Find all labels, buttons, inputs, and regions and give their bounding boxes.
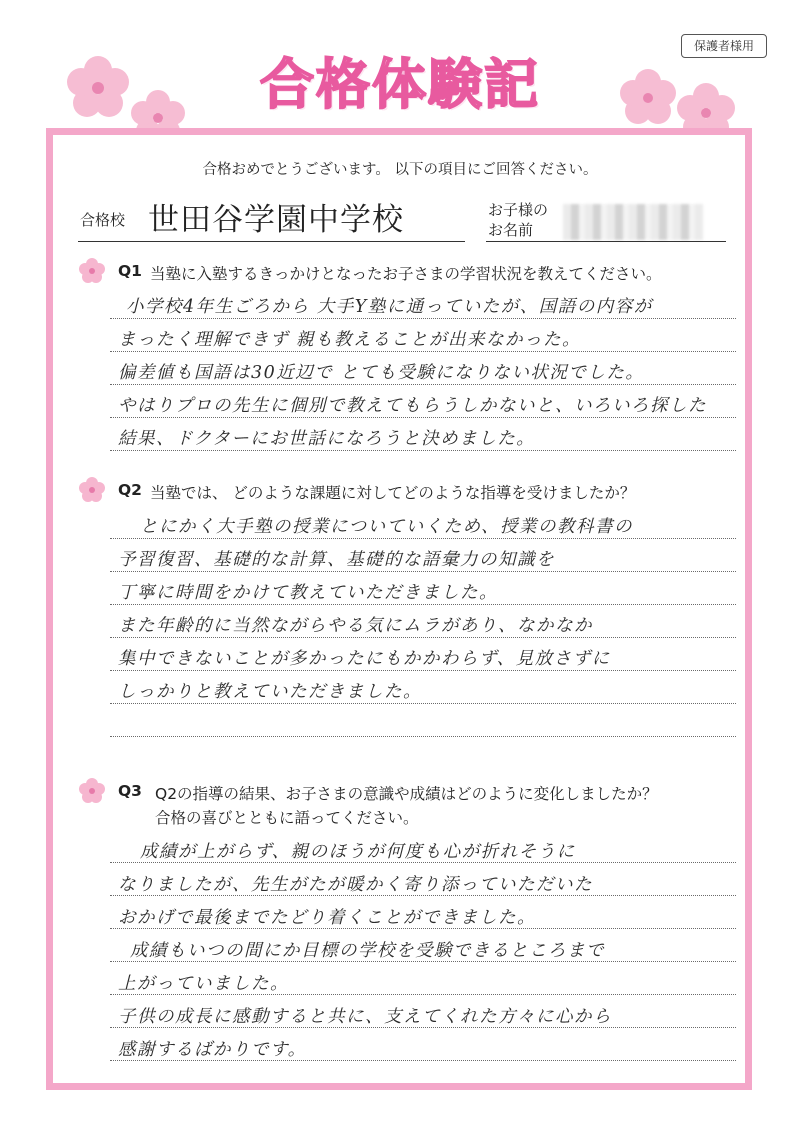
q2-label: Q2 xyxy=(118,481,142,499)
q1-question: 当塾に入塾するきっかけとなったお子さまの学習状況を教えてください。 xyxy=(150,265,662,283)
q3-answer-line: なりましたが、先生がたが暖かく寄り添っていただいた xyxy=(118,875,593,895)
q3-answer-line: 成績が上がらず、親のほうが何度も心が折れそうに xyxy=(140,842,576,862)
q1-answer-line: やはりプロの先生に個別で教えてもらうしかないと、いろいろ探した xyxy=(118,396,707,416)
child-name-label-line2: お名前 xyxy=(488,221,534,239)
child-name-label-line1: お子様の xyxy=(488,201,549,219)
q2-question: 当塾では、 どのような課題に対してどのような指導を受けましたか？ xyxy=(150,484,636,502)
q2-answer-line: 集中できないことが多かったにもかかわらず、見放さずに xyxy=(118,649,611,669)
q1-label: Q1 xyxy=(118,262,142,280)
q3-label: Q3 xyxy=(118,782,142,800)
school-underline xyxy=(78,241,465,242)
intro-text: 合格おめでとうございます。 以下の項目にご回答ください。 xyxy=(202,162,598,178)
q3-answer-line: 子供の成長に感動すると共に、支えてくれた方々に心から xyxy=(118,1007,612,1027)
q2-answer-line: とにかく大手塾の授業についていくため、授業の教科書の xyxy=(140,517,633,537)
child-name-label xyxy=(488,200,558,240)
q3-answer-line: 成績もいつの間にか目標の学校を受験できるところまで xyxy=(130,941,605,961)
blossom-icon xyxy=(79,778,105,808)
child-name-underline xyxy=(486,241,726,242)
answer-line xyxy=(110,670,736,671)
answer-line xyxy=(110,538,736,539)
answer-line xyxy=(110,571,736,572)
q3-answer-line: 上がっていました。 xyxy=(118,974,289,994)
q1-answer-line: 偏差値も国語は30近辺で とても受験になりない状況でした。 xyxy=(118,363,645,383)
answer-line xyxy=(110,736,736,737)
q2-answer-line: 丁寧に時間をかけて教えていただきました。 xyxy=(118,583,498,603)
q1-answer-line: まったく理解できず 親も教えることが出来なかった。 xyxy=(118,330,582,350)
child-name-redacted xyxy=(563,204,703,240)
answer-line xyxy=(110,604,736,605)
guardian-badge: 保護者様用 xyxy=(681,34,767,58)
page-title: 合格体験記 xyxy=(260,53,540,116)
answer-line xyxy=(110,703,736,704)
q3-question-line2: 合格の喜びとともに語ってください。 xyxy=(155,809,419,827)
q3-answer-line: 感謝するばかりです。 xyxy=(118,1040,307,1060)
q3-answer-line: おかげで最後までたどり着くことができました。 xyxy=(118,908,536,928)
blossom-icon xyxy=(79,258,105,288)
q3-question-line1: Q2の指導の結果、お子さまの意識や成績はどのように変化しましたか？ xyxy=(155,785,658,803)
q2-answer-line: 予習復習、基礎的な計算、基礎的な語彙力の知識を xyxy=(118,550,555,570)
school-label: 合格校 xyxy=(80,211,126,229)
answer-line xyxy=(110,637,736,638)
answer-line xyxy=(110,318,736,319)
q1-answer-line: 小学校4年生ごろから 大手Y塾に通っていたが、国語の内容が xyxy=(126,297,653,317)
school-value: 世田谷学園中学校 xyxy=(148,202,404,238)
q2-answer-line: また年齢的に当然ながらやる気にムラがあり、なかなか xyxy=(118,616,593,636)
answer-line xyxy=(110,450,736,451)
answer-line xyxy=(110,351,736,352)
answer-line xyxy=(110,384,736,385)
q2-answer-line: しっかりと教えていただきました。 xyxy=(118,682,422,702)
q1-answer-line: 結果、ドクターにお世話になろうと決めました。 xyxy=(118,429,536,449)
blossom-icon xyxy=(79,477,105,507)
answer-line xyxy=(110,417,736,418)
